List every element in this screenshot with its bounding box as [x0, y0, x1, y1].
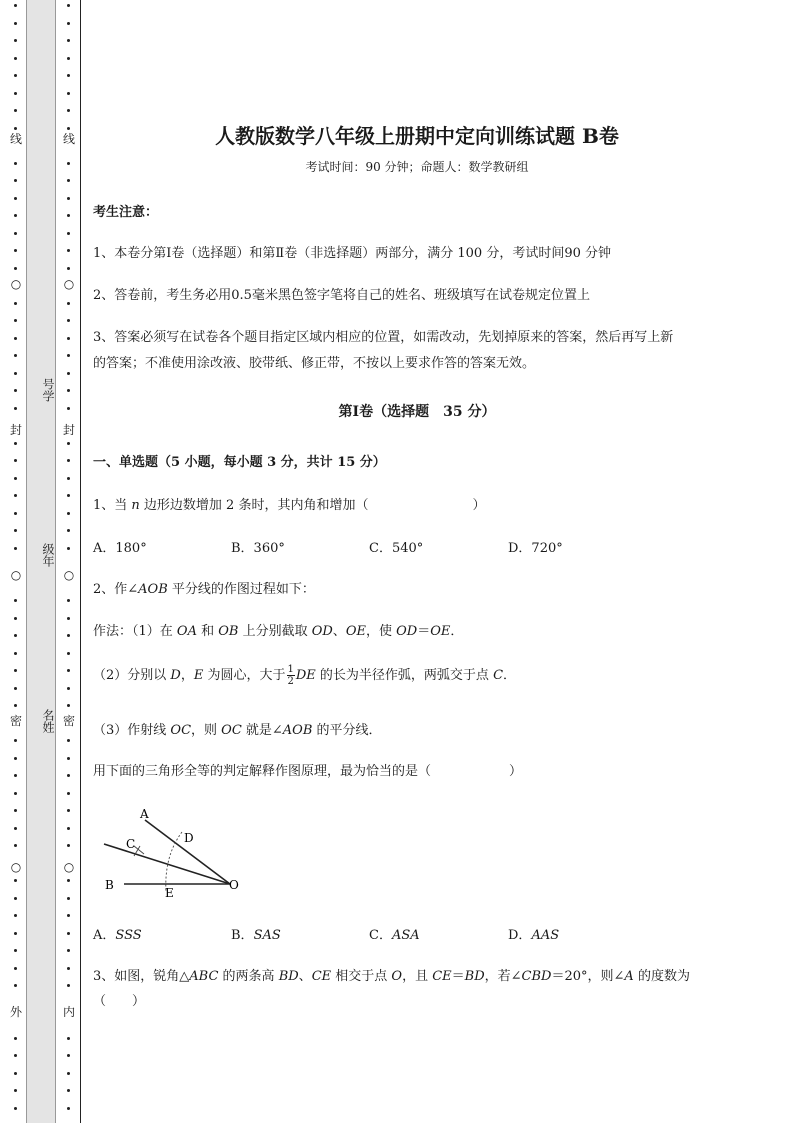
- question-2-step-3: [93, 719, 382, 738]
- label-c: C: [126, 837, 136, 851]
- question-2-step-2-text: [296, 668, 516, 683]
- text-segment: ，使: [365, 624, 397, 639]
- math-symbol: BD: [278, 969, 299, 984]
- question-2-ask: 用下面的三角形全等的判定解释作图原理，最为恰当的是（ ）: [93, 764, 523, 779]
- question-2-stem: [93, 578, 315, 597]
- text-segment: （2）分别以: [93, 668, 171, 683]
- inner-label-circle: ○: [63, 568, 75, 582]
- math-symbol: A: [624, 969, 634, 984]
- field-name: 名姓: [41, 709, 55, 733]
- text-segment: ，: [180, 668, 194, 683]
- question-2-angle: AOB: [138, 582, 168, 597]
- text-segment: 就是∠: [241, 723, 283, 738]
- ray-oa: [145, 820, 230, 884]
- field-grade: 级年: [41, 543, 55, 567]
- inner-label-xian: 线: [63, 132, 76, 146]
- math-symbol: OB: [218, 624, 239, 639]
- question-1-stem: [93, 494, 485, 513]
- text-segment: ．: [503, 668, 517, 683]
- math-symbol: DE: [295, 668, 316, 683]
- question-2-step-2: [93, 664, 516, 687]
- text-segment: 的两条高: [218, 969, 279, 984]
- option-value: SSS: [115, 928, 142, 943]
- inner-label-mi: 密: [63, 714, 76, 728]
- outer-label-feng: 封: [10, 423, 23, 437]
- label-a: A: [140, 807, 149, 821]
- text-segment: ，则: [191, 723, 222, 738]
- text-segment: 的长为半径作弧，两弧交于点: [315, 668, 494, 683]
- part-heading: 一、单选题（5 小题，每小题 3 分，共计 15 分）: [93, 455, 386, 470]
- text-segment: 的平分线．: [312, 723, 382, 738]
- math-symbol: CBD: [521, 969, 552, 984]
- text-segment: ，且: [402, 969, 433, 984]
- fraction-one-half: [287, 664, 295, 687]
- notice-item: 1、本卷分第Ⅰ卷（选择题）和第Ⅱ卷（非选择题）两部分，满分 100 分，考试时间90 分钟: [93, 246, 611, 261]
- text-segment: 和: [196, 624, 219, 639]
- outer-label-wai: 外: [10, 1005, 23, 1019]
- math-symbol: D: [170, 668, 181, 683]
- angle-bisector-figure: [96, 804, 246, 904]
- math-symbol: OC: [221, 723, 242, 738]
- text-segment: 相交于点: [331, 969, 392, 984]
- question-2-text: 平分线的作图过程如下：: [167, 582, 315, 597]
- notice-item: 3、答案必须写在试卷各个题目指定区域内相应的位置，如需改动，先划掉原来的答案，然后再写上新: [93, 330, 674, 345]
- fraction-numerator: 1: [287, 664, 294, 675]
- notice-heading: 考生注意：: [93, 205, 159, 220]
- text-segment: 、: [332, 624, 346, 639]
- math-symbol: BD: [464, 969, 485, 984]
- outer-label-circle: ○: [10, 860, 22, 874]
- question-1-text: 1、当: [93, 498, 132, 513]
- text-segment: 作法：（1）在: [93, 624, 177, 639]
- question-1-option-a[interactable]: A．180°: [93, 541, 147, 556]
- outer-label-mi: 密: [10, 714, 23, 728]
- question-2-step-1: [93, 620, 463, 639]
- label-o: O: [229, 878, 239, 892]
- math-symbol: OD: [396, 624, 418, 639]
- inner-label-circle: ○: [63, 860, 75, 874]
- math-symbol: C: [493, 668, 504, 683]
- text-segment: ＝20°，则∠: [551, 969, 625, 984]
- section-title: 第Ⅰ卷（选择题 35 分）: [338, 404, 496, 420]
- text-segment: ，若∠: [484, 969, 522, 984]
- math-symbol: CE: [311, 969, 332, 984]
- notice-item: 2、答卷前，考生务必用0.5毫米黑色签字笔将自己的姓名、班级填写在试卷规定位置上: [93, 288, 590, 303]
- outer-label-circle: ○: [10, 277, 22, 291]
- option-value: SAS: [253, 928, 281, 943]
- exam-title: 人教版数学八年级上册期中定向训练试题 B卷: [215, 124, 619, 148]
- question-2-option-c[interactable]: [369, 924, 420, 943]
- inner-label-circle: ○: [63, 277, 75, 291]
- math-symbol: E: [193, 668, 204, 683]
- math-symbol: OC: [170, 723, 192, 738]
- text-segment: 的度数为: [633, 969, 690, 984]
- question-1-option-c[interactable]: C．540°: [369, 541, 424, 556]
- inner-label-nei: 内: [63, 1005, 76, 1019]
- option-value: AAS: [531, 928, 560, 943]
- question-2-option-d[interactable]: [508, 924, 559, 943]
- outer-label-xian: 线: [10, 132, 23, 146]
- outer-label-circle: ○: [10, 568, 22, 582]
- inner-label-feng: 封: [63, 423, 76, 437]
- math-symbol: ABC: [189, 969, 219, 984]
- exam-subtitle: 考试时间：90 分钟；命题人：数学教研组: [305, 160, 529, 174]
- option-letter: B．: [231, 928, 254, 943]
- question-2-option-b[interactable]: [231, 924, 281, 943]
- label-b: B: [105, 878, 114, 892]
- math-symbol: AOB: [282, 723, 313, 738]
- question-2-step-2-text: [93, 668, 286, 683]
- math-symbol: OE: [345, 624, 366, 639]
- question-1-variable: n: [131, 498, 140, 513]
- question-1-option-d[interactable]: D．720°: [508, 541, 563, 556]
- math-symbol: CE: [432, 969, 452, 984]
- text-segment: 为圆心，大于: [203, 668, 286, 683]
- option-letter: C．: [369, 928, 392, 943]
- ray-oc: [104, 844, 230, 884]
- text-segment: 3、如图，锐角△: [93, 969, 190, 984]
- notice-item: 的答案；不准使用涂改液、胶带纸、修正带，不按以上要求作答的答案无效。: [93, 356, 536, 371]
- text-segment: ．: [450, 624, 464, 639]
- question-1-text: 边形边数增加 2 条时，其内角和增加（ ）: [139, 498, 486, 513]
- math-symbol: OA: [176, 624, 197, 639]
- text-segment: 上分别截取: [238, 624, 312, 639]
- question-2-text: 2、作∠: [93, 582, 139, 597]
- option-value: ASA: [391, 928, 420, 943]
- question-2-option-a[interactable]: [93, 924, 142, 943]
- text-segment: （3）作射线: [93, 723, 171, 738]
- question-1-option-b[interactable]: B．360°: [231, 541, 285, 556]
- fraction-denominator: 2: [287, 676, 294, 687]
- label-d: D: [184, 831, 194, 845]
- math-symbol: OD: [311, 624, 333, 639]
- math-symbol: O: [391, 969, 403, 984]
- question-3-stem: [93, 965, 690, 984]
- option-letter: D．: [508, 928, 532, 943]
- text-segment: ＝: [451, 969, 465, 984]
- math-symbol: OE: [430, 624, 451, 639]
- text-segment: ＝: [417, 624, 431, 639]
- question-3-answer-blank: （ ）: [93, 994, 146, 1009]
- text-segment: 、: [298, 969, 312, 984]
- label-e: E: [165, 886, 174, 900]
- option-letter: A．: [93, 928, 116, 943]
- field-student-number: 号学: [41, 378, 55, 402]
